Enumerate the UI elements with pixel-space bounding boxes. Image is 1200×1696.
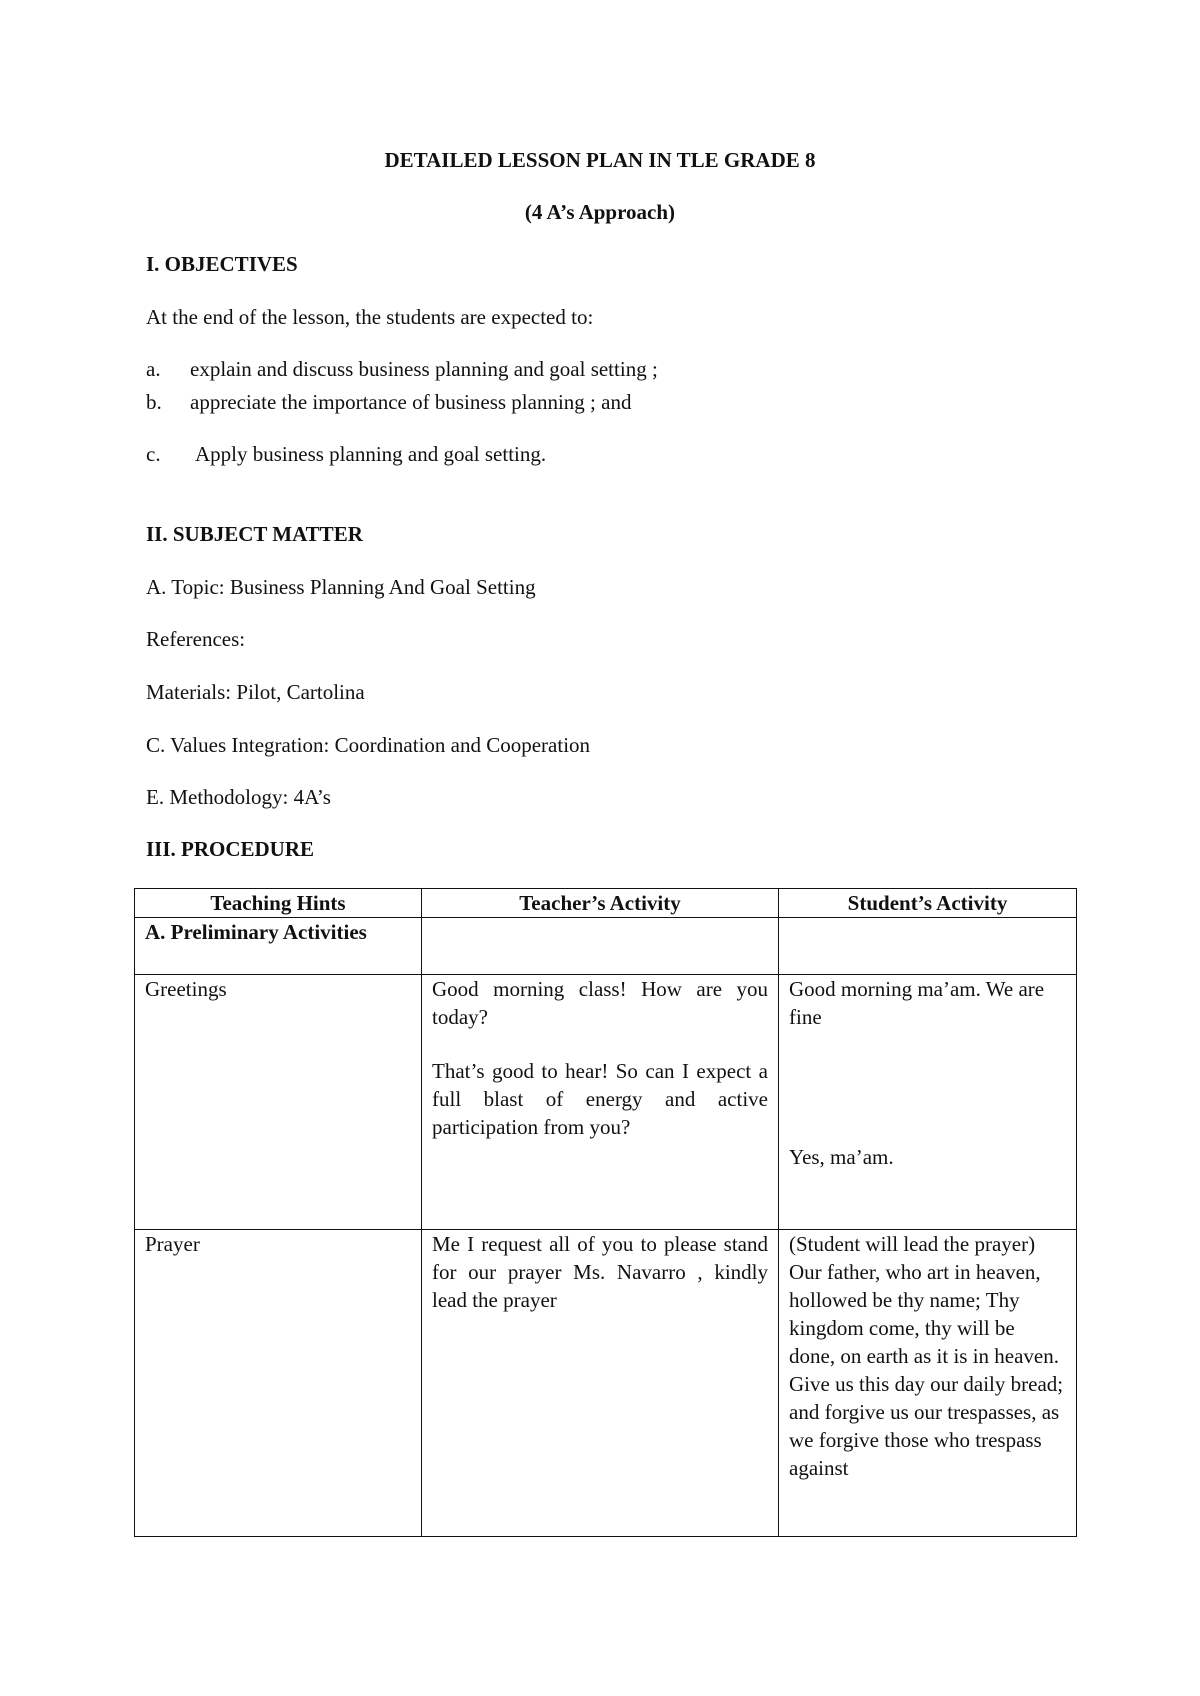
table-header-row <box>135 889 1077 918</box>
objective-item: Apply business planning and goal setting. <box>195 442 547 466</box>
references-line: References: <box>146 627 246 651</box>
empty-cell <box>779 918 1077 975</box>
objective-marker: a. <box>146 357 161 381</box>
topic-line: A. Topic: Business Planning And Goal Setting <box>146 575 536 599</box>
methodology-line: E. Methodology: 4A’s <box>146 785 331 809</box>
prayer-teacher-cell <box>422 1230 779 1537</box>
objective-marker: c. <box>146 442 161 466</box>
table-row <box>135 975 1077 1230</box>
subject-matter-heading: II. SUBJECT MATTER <box>146 522 363 546</box>
header-teaching-hints: Teaching Hints <box>135 889 422 918</box>
empty-cell <box>422 918 779 975</box>
prayer-student-line-2: Our father, who art in heaven, hollowed be thy name; Thy kingdom come, thy will be done, on earth as it is in heaven. Give us this day our daily bread; and forgive us our trespasses, as we forgive those who trespass against <box>789 1260 1064 1480</box>
objectives-intro: At the end of the lesson, the students are expected to: <box>146 305 594 329</box>
preliminary-activities-label: A. Preliminary Activities <box>135 918 422 975</box>
prayer-student-line-1: (Student will lead the prayer) <box>789 1232 1036 1256</box>
header-teacher-activity: Teacher’s Activity <box>422 889 779 918</box>
greetings-teacher-cell <box>422 975 779 1230</box>
greetings-hint: Greetings <box>135 975 422 1230</box>
document-subtitle: (4 A’s Approach) <box>524 200 676 224</box>
greetings-student-line-2: Yes, ma’am. <box>789 1145 894 1169</box>
objective-item: appreciate the importance of business planning ; and <box>190 390 632 414</box>
greetings-student-cell <box>779 975 1077 1230</box>
materials-line: Materials: Pilot, Cartolina <box>146 680 365 704</box>
document-title: DETAILED LESSON PLAN IN TLE GRADE 8 <box>384 148 816 172</box>
prayer-student-cell <box>779 1230 1077 1537</box>
prayer-hint: Prayer <box>135 1230 422 1537</box>
greetings-teacher-line-1: Good morning class! How are you today? <box>432 977 768 1029</box>
procedure-table <box>134 888 1077 1537</box>
greetings-teacher-line-2: That’s good to hear! So can I expect a full blast of energy and active participation from you? <box>432 1059 768 1139</box>
objectives-heading: I. OBJECTIVES <box>146 252 298 276</box>
objective-item: explain and discuss business planning and goal setting ; <box>190 357 658 381</box>
table-row <box>135 1230 1077 1537</box>
table-row <box>135 918 1077 975</box>
greetings-student-line-1: Good morning ma’am. We are fine <box>789 977 1045 1029</box>
header-student-activity: Student’s Activity <box>779 889 1077 918</box>
prayer-teacher-text: Me I request all of you to please stand for our prayer Ms. Navarro , kindly lead the prayer <box>432 1232 768 1312</box>
objective-marker: b. <box>146 390 162 414</box>
values-line: C. Values Integration: Coordination and Cooperation <box>146 733 591 757</box>
procedure-heading: III. PROCEDURE <box>146 837 315 861</box>
